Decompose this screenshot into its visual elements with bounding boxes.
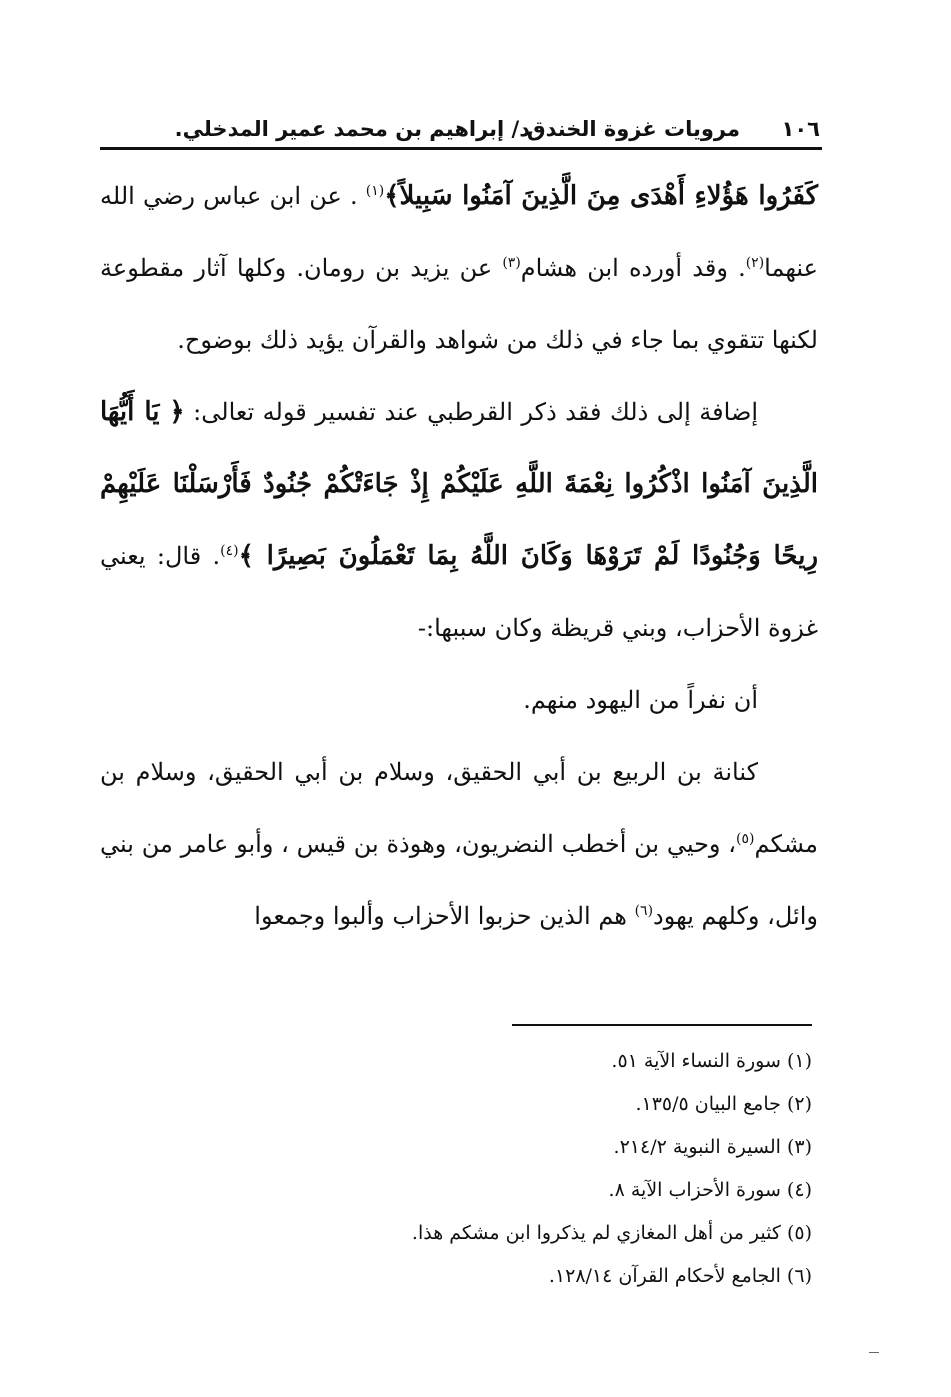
running-header	[100, 112, 820, 146]
footnote-ref: (٥)	[736, 831, 755, 847]
header-rule	[100, 147, 822, 150]
footnote-ref: (١)	[365, 183, 385, 199]
paragraph-text: ، وحيي بن أخطب النضريون، وهوذة بن قيس ، وأبو عامر من بني وائل، وكلهم يهود	[100, 830, 818, 930]
paragraph-text: . قال: يعني غزوة الأحزاب، وبني قريظة وكان سببها:-	[100, 542, 818, 642]
page-number: ١٠٦	[781, 117, 820, 141]
paragraph-2	[100, 376, 818, 664]
paragraph-text: عن يزيد بن رومان. وكلها آثار مقطوعة لكنها تتقوي بما جاء في ذلك من شواهد والقرآن يؤيد ذلك بوضوح.	[100, 254, 818, 354]
footnote-1: (١) سورة النساء الآية ٥١.	[611, 1050, 812, 1072]
footnote-3: (٣) السيرة النبوية ٢١٤/٢.	[613, 1136, 812, 1158]
paragraph-text: . وقد أورده ابن هشام	[520, 254, 746, 282]
footnote-ref: (٣)	[502, 255, 521, 271]
quran-verse: ﴿ يَا أَيُّهَا الَّذِينَ آمَنُوا اذْكُرُوا نِعْمَةَ اللَّهِ عَلَيْكُمْ إِذْ جَاءَتْكُمْ جُنُودٌ فَأَرْسَلْنَا عَلَيْهِمْ رِيحًا وَجُنُودًا لَمْ تَرَوْهَا وَكَانَ اللَّهُ بِمَا تَعْمَلُونَ بَصِيرًا ﴾	[100, 397, 819, 571]
footnote-ref: (٢)	[745, 255, 765, 271]
paragraph-text: كنانة بن الربيع بن أبي الحقيق، وسلام بن أبي الحقيق، وسلام بن مشكم	[100, 758, 818, 858]
author-name: د/ إبراهيم بن محمد عمير المدخلي.	[174, 117, 530, 141]
footnote-5: (٥) كثير من أهل المغازي لم يذكروا ابن مشكم هذا.	[411, 1222, 812, 1244]
paragraph-4	[100, 736, 818, 952]
main-text	[100, 160, 818, 952]
footnote-2: (٢) جامع البيان ١٣٥/٥.	[635, 1093, 812, 1115]
book-title: مرويات غزوة الخندق	[526, 117, 740, 141]
footnote-ref: (٤)	[220, 543, 239, 559]
scan-mark	[869, 1352, 879, 1353]
paragraph-3: أن نفراً من اليهود منهم.	[523, 686, 758, 714]
footnotes	[340, 1040, 812, 1298]
footnote-4: (٤) سورة الأحزاب الآية ٨.	[608, 1179, 812, 1201]
footnote-ref: (٦)	[634, 903, 654, 919]
quran-verse: كَفَرُوا هَؤُلاءِ أَهْدَى مِنَ الَّذِينَ آمَنُوا سَبِيلاً﴾	[384, 181, 818, 211]
paragraph-text: هم الذين حزبوا الأحزاب وألبوا وجمعوا	[254, 902, 635, 930]
footnote-6: (٦) الجامع لأحكام القرآن ١٢٨/١٤.	[548, 1265, 812, 1287]
paragraph-text: إضافة إلى ذلك فقد ذكر القرطبي عند تفسير قوله تعالى:	[184, 398, 758, 426]
footnote-separator	[512, 1024, 812, 1026]
paragraph-1	[100, 160, 818, 376]
paragraph-text: . عن ابن عباس رضي الله عنهما	[100, 182, 818, 282]
